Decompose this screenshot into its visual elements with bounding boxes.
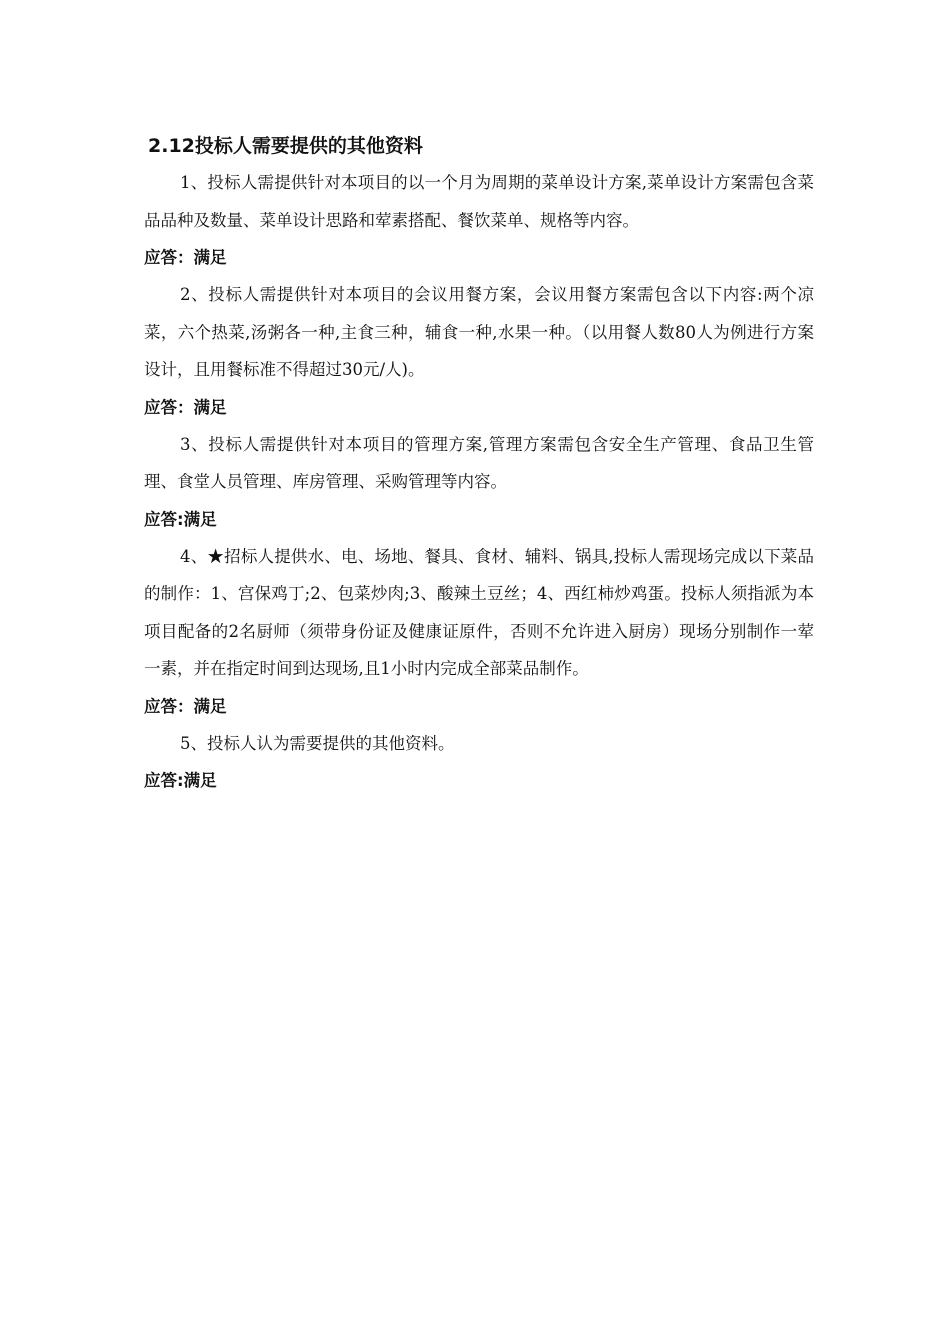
requirement-item-2: 2、投标人需提供针对本项目的会议用餐方案，会议用餐方案需包含以下内容:两个凉菜，六个热菜,汤粥各一种,主食三种，辅食一种,水果一种。（以用餐人数80人为例进行方案设计，且用餐标准不得超过30元/人)。 (144, 285, 814, 379)
requirement-item-5: 5、投标人认为需要提供的其他资料。 (180, 733, 455, 753)
requirement-item-1: 1、投标人需提供针对本项目的以一个月为周期的菜单设计方案,菜单设计方案需包含菜品品种及数量、菜单设计思路和荤素搭配、餐饮菜单、规格等内容。 (144, 173, 814, 230)
section-heading: 2.12投标人需要提供的其他资料 (148, 135, 423, 157)
document-content (144, 128, 814, 799)
answer-label-2: 应答：满足 (144, 397, 227, 417)
answer-label-4: 应答：满足 (144, 696, 227, 716)
requirement-item-4: 4、★招标人提供水、电、场地、餐具、食材、辅料、锅具,投标人需现场完成以下菜品的制作：1、宫保鸡丁;2、包菜炒肉;3、酸辣土豆丝；4、西红柿炒鸡蛋。投标人须指派为本项目配备的2名厨师（须带身份证及健康证原件，否则不允许进入厨房）现场分别制作一荤一素，并在指定时间到达现场,且1小时内完成全部菜品制作。 (144, 546, 814, 678)
answer-label-3: 应答:满足 (144, 509, 217, 529)
answer-label-1: 应答：满足 (144, 248, 227, 267)
answer-label-5: 应答:满足 (144, 771, 217, 790)
requirement-item-3: 3、投标人需提供针对本项目的管理方案,管理方案需包含安全生产管理、食品卫生管理、食堂人员管理、库房管理、采购管理等内容。 (144, 434, 814, 491)
